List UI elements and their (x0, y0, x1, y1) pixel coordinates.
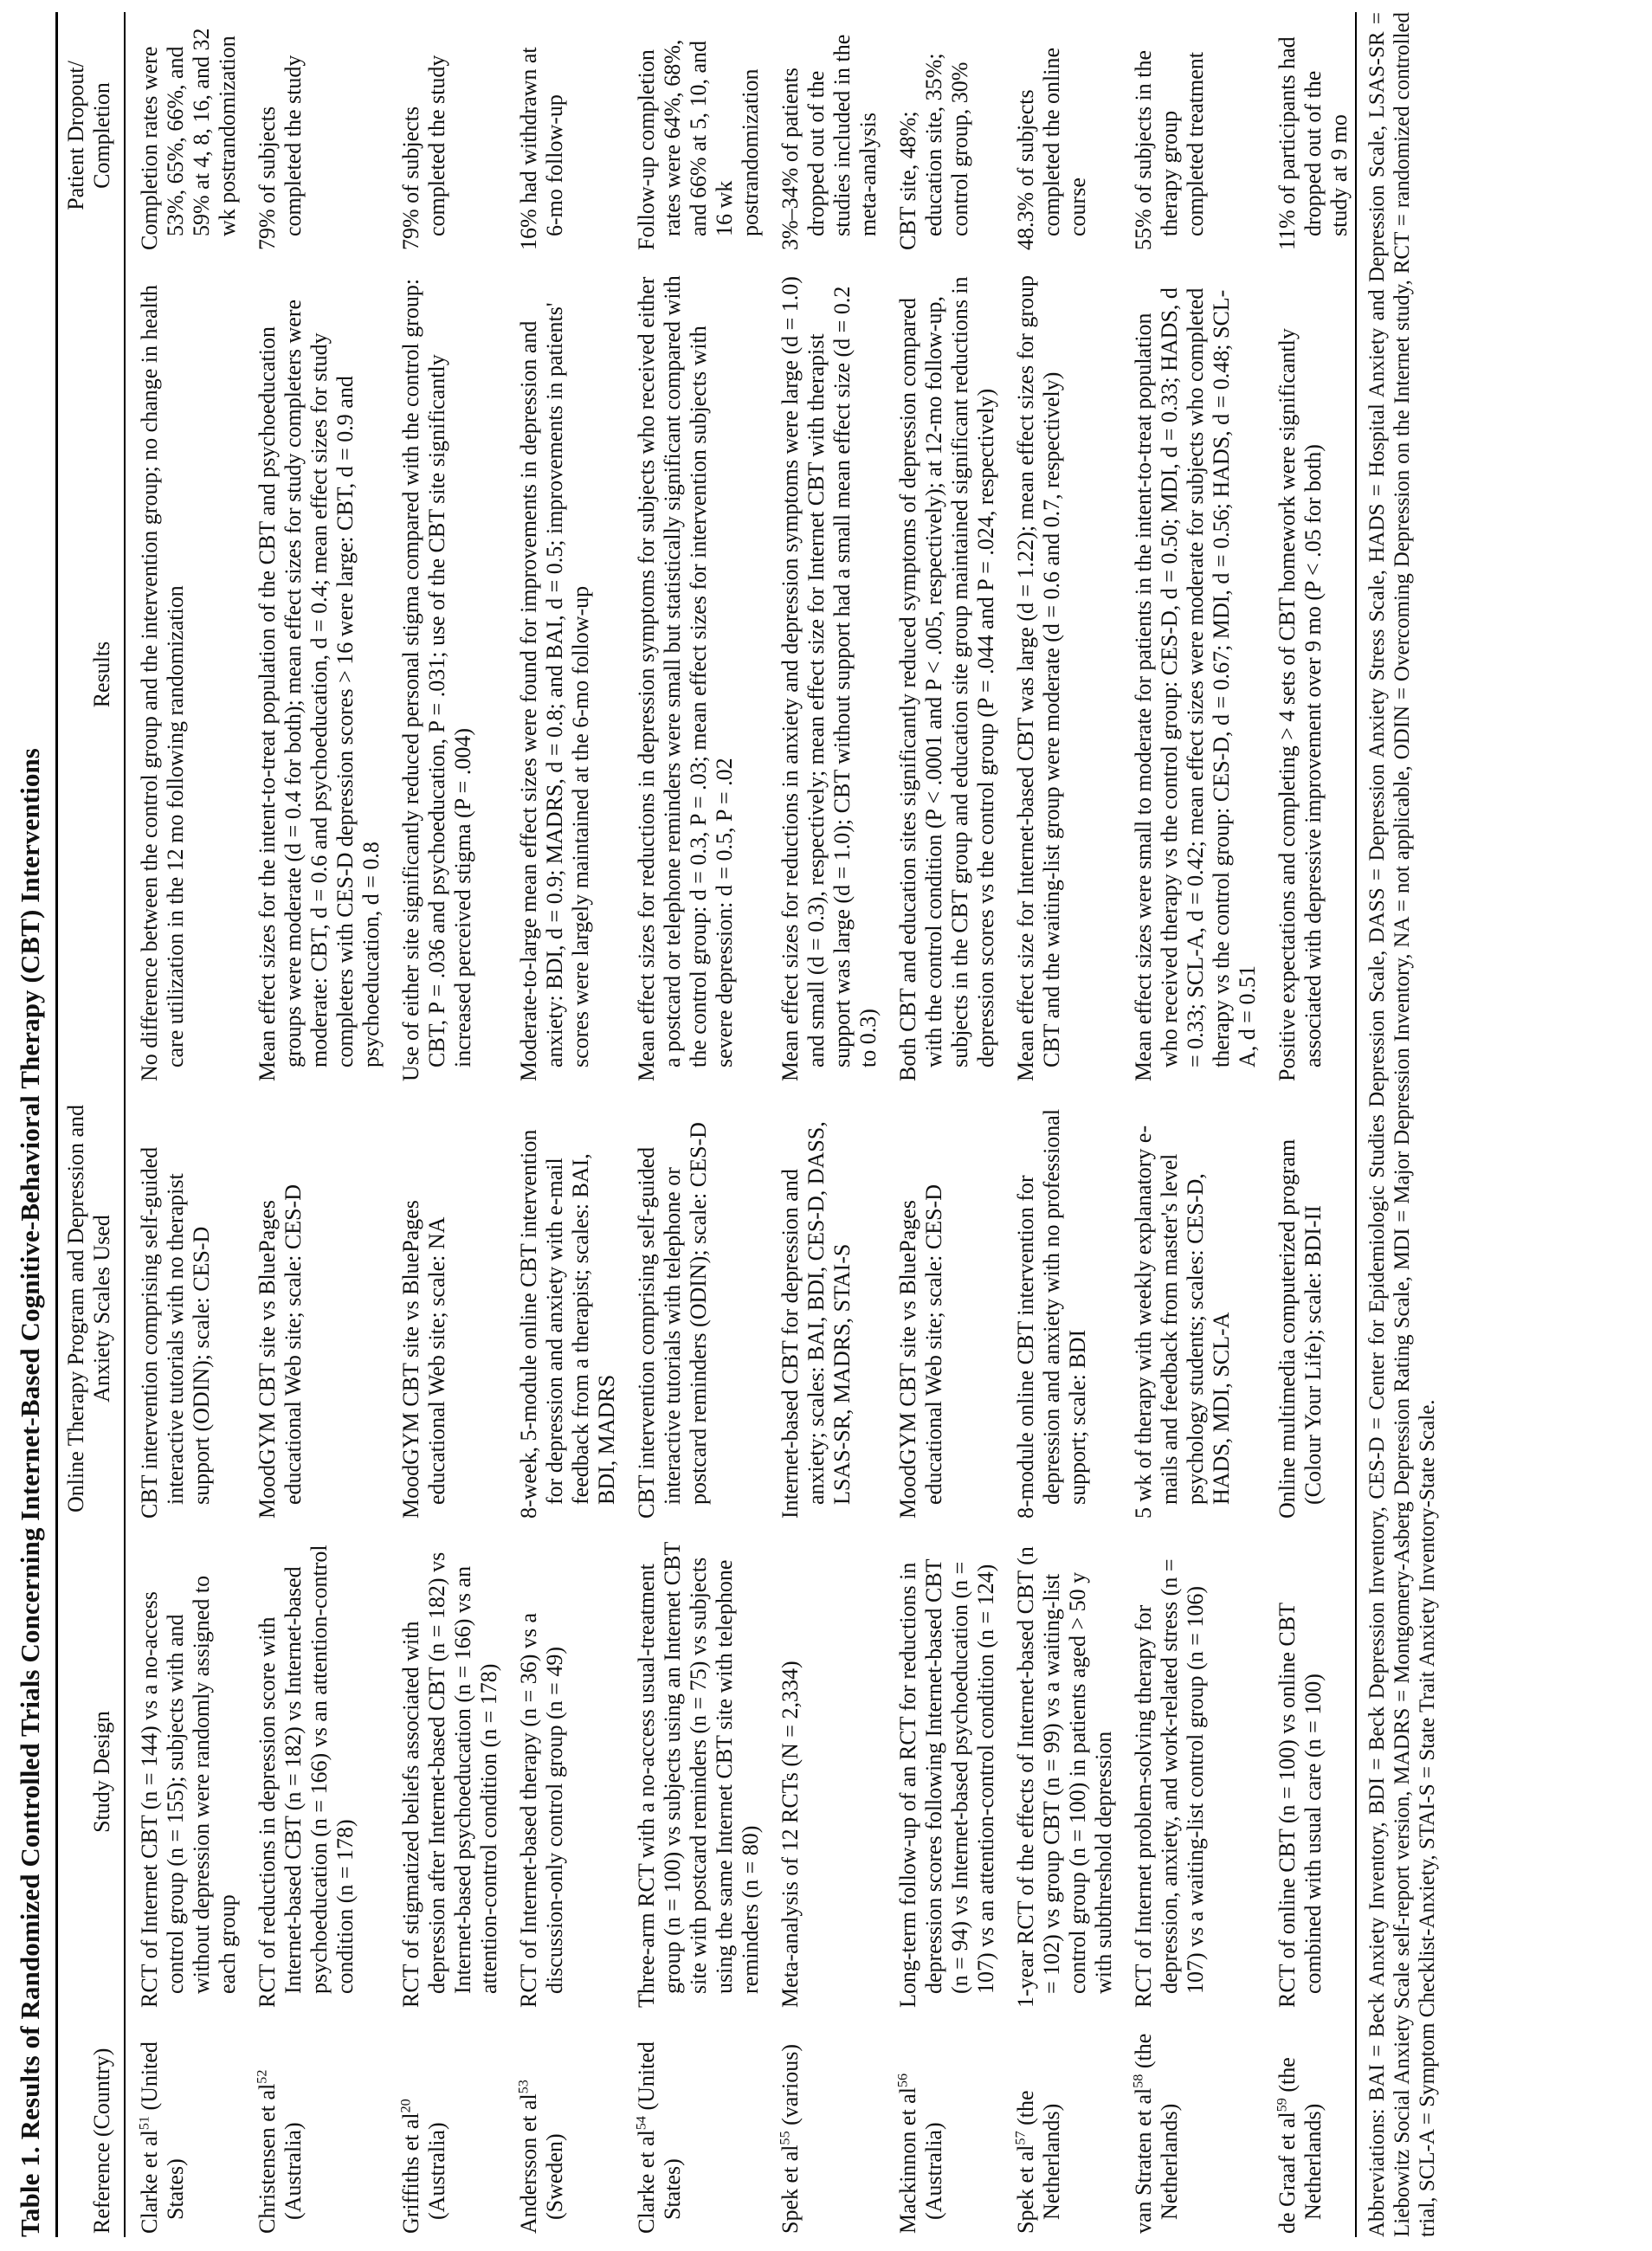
reference-author: Spek et al (1013, 2145, 1038, 2234)
cell-dropout: Follow-up completion rates were 64%, 68%, and 66% at 5, 10, and 16 wk postrandomization (634, 39, 763, 250)
reference-citation-number: 56 (895, 2073, 911, 2088)
table-row (884, 12, 1002, 2237)
reference-author: Mackinnon et al (895, 2087, 920, 2234)
cell-study-design: RCT of Internet-based therapy (n = 36) vs a discussion-only control group (n = 49) (516, 1612, 567, 2008)
cell-study-design: Meta-analysis of 12 RCTs (N = 2,334) (778, 1661, 803, 2008)
cell-dropout: 11% of participants had dropped out of the study at 9 mo (1274, 36, 1352, 250)
reference-country: (Australia) (424, 2122, 449, 2220)
cell-online-program: Internet-based CBT for depression and anxiety; scales: BAI, BDI, CES-D, DASS, LSAS-SR, MADRS, STAI-S (778, 1121, 855, 1519)
table-row (623, 12, 766, 2237)
cell-dropout: Completion rates were 53%, 65%, 66%, and 59% at 4, 8, 16, and 32 wk postrandomization (137, 28, 240, 250)
reference-citation-number: 54 (634, 2116, 649, 2131)
cell-reference (387, 2016, 505, 2237)
table-row (505, 12, 623, 2237)
cell-dropout: 79% of subjects completed the study (398, 55, 449, 250)
cell-reference (1002, 2016, 1120, 2237)
reference-citation-number: 51 (137, 2116, 152, 2131)
cell-online-program: 8-week, 5-module online CBT intervention for depression and anxiety with e-mail feedback from a therapist; scales: BAI, BDI, MADRS (516, 1129, 619, 1519)
reference-country: (the Netherlands) (1131, 2033, 1182, 2220)
table-row (1120, 12, 1263, 2237)
abbreviations-footnote: Abbreviations: BAI = Beck Anxiety Inventory, BDI = Beck Depression Inventory, CES-D = Center for Epidemiologic Studies Depression Scale, DASS = Depression Anxiety Stress Scale, HADS = Hospital Anxiety and Depression Scale, LSAS-SR = Liebowitz Social Anxiety Scale self-report version, MADRS = Montgomery-Asberg Depression Rating Scale, MDI = Major Depression Inventory, NA = not applicable, ODIN = Overcoming Depression on the Internet study, RCT = randomized controlled trial, SCL-A = Symptom Checklist-Anxiety, STAI-S = State Trait Anxiety Inventory-State Scale. (1365, 12, 1439, 2237)
column-header-dropout: Patient Dropout/ Completion (57, 12, 126, 259)
reference-citation-number: 58 (1131, 2074, 1146, 2088)
cell-results: Use of either site significantly reduced personal stigma compared with the control group: CBT, P = .036 and psychoeducation, P = .031; use of the CBT site significantly increased perceived stigma (P = .004) (398, 278, 475, 1081)
reference-country: (the Netherlands) (1274, 2057, 1326, 2220)
table-row (766, 12, 884, 2237)
reference-author: Griffiths et al (398, 2112, 423, 2234)
reference-author: de Graaf et al (1274, 2112, 1300, 2234)
cell-dropout: CBT site, 48%; education site, 35%; control group, 30% (895, 53, 972, 250)
column-header-reference: Reference (Country) (57, 2016, 126, 2237)
reference-author: Christensen et al (255, 2083, 280, 2234)
reference-country: (the Netherlands) (1013, 2090, 1064, 2220)
column-header-study-design: Study Design (57, 1527, 126, 2016)
column-header-results: Results (57, 259, 126, 1090)
table-body (125, 12, 1356, 2237)
cell-results: No difference between the control group and the intervention group; no change in health care utilization in the 12 mo following randomization (137, 284, 188, 1081)
cell-results: Both CBT and education sites significantly reduced symptoms of depression compared with the control condition (P < .0001 and P < .005, respectively); at 12-mo follow-up, subjects in the CBT group and education site group maintained significant reductions in depression scores vs the control group (P = .044 and P = .024, respectively) (895, 276, 998, 1081)
cell-study-design: RCT of Internet problem-solving therapy for depression, anxiety, and work-related stress (n = 107) vs a waiting-list control group (n = 106) (1131, 1558, 1208, 2008)
cell-dropout: 3%–34% of patients dropped out of the studies included in the meta-analysis (778, 34, 881, 250)
table-title: Table 1. Results of Randomized Controlled Trials Concerning Internet-Based Cognitive-Behavioral Therapy (CBT) Interventions (15, 748, 45, 2237)
reference-citation-number: 52 (255, 2069, 270, 2084)
reference-citation-number: 57 (1013, 2131, 1029, 2145)
cell-online-program: Online multimedia computerized program (Colour Your Life); scale: BDI-II (1274, 1138, 1326, 1519)
cell-study-design: RCT of online CBT (n = 100) vs online CBT combined with usual care (n = 100) (1274, 1603, 1326, 2008)
cell-results: Mean effect sizes were small to moderate for patients in the intent-to-treat population who received therapy vs the control group: CES-D, d = 0.50; MDI, d = 0.33; HADS, d = 0.33; SCL-A, d = 0.42; mean effect sizes were moderate for subjects who completed therapy vs the control group: CES-D, d = 0.67; MDI, d = 0.56; HADS, d = 0.48; SCL-A, d = 0.51 (1131, 287, 1260, 1081)
cell-online-program: 5 wk of therapy with weekly explanatory e-mails and feedback from master's level psychology students; scales: CES-D, HADS, MDI, SCL-A (1131, 1125, 1234, 1519)
cell-reference (766, 2016, 884, 2237)
cell-results: Mean effect sizes for the intent-to-treat population of the CBT and psychoeducation groups were moderate (d = 0.4 for both); mean effect sizes for study completers were moderate: CBT, d = 0.6 and psychoeducation, d = 0.4; mean effect sizes for study completers with CES-D depression scores > 16 were large: CBT, d = 0.9 and psychoeducation, d = 0.8 (255, 299, 384, 1081)
reference-citation-number: 53 (516, 2080, 532, 2094)
cell-online-program: CBT intervention comprising self-guided interactive tutorials with telephone or postcard reminders (ODIN); scale: CES-D (634, 1122, 711, 1519)
cell-study-design: Long-term follow-up of an RCT for reductions in depression scores following Internet-based CBT (n = 94) vs Internet-based psychoeducation (n = 107) vs an attention-control condition (n = 124) (895, 1558, 998, 2008)
cell-results: Mean effect size for Internet-based CBT was large (d = 1.22); mean effect sizes for group CBT and the waiting-list group were moderate (d = 0.6 and 0.7, respectively) (1013, 274, 1064, 1081)
reference-country: (Sweden) (542, 2133, 567, 2220)
table-row (1263, 12, 1356, 2237)
cell-reference (623, 2016, 766, 2237)
reference-country: (Australia) (281, 2122, 306, 2220)
table-row (125, 12, 243, 2237)
cell-study-design: 1-year RCT of the effects of Internet-based CBT (n = 102) vs group CBT (n = 99) vs a waiting-list control group (n = 100) in patients aged > 50 y with subthreshold depression (1013, 1546, 1116, 2008)
cell-reference (125, 2016, 243, 2237)
reference-author: Spek et al (778, 2145, 803, 2234)
table-row (1002, 12, 1120, 2237)
cell-dropout: 16% had withdrawn at 6-mo follow-up (516, 47, 567, 250)
cell-online-program: 8-module online CBT intervention for depression and anxiety with no professional support; scale: BDI (1013, 1108, 1090, 1519)
cell-results: Positive expectations and completing > 4 sets of CBT homework were significantly associated with depressive improvement over 9 mo (P < .05 for both) (1274, 328, 1326, 1081)
cell-study-design: RCT of Internet CBT (n = 144) vs a no-access control group (n = 155); subjects with and without depression were randomly assigned to each group (137, 1575, 240, 2008)
cell-results: Mean effect sizes for reductions in anxiety and depression symptoms were large (d = 1.0) and small (d = 0.3), respectively; mean effect size for Internet CBT with therapist support was large (d = 1.0); CBT without support had a small mean effect size (d = 0.2 to 0.3) (778, 276, 881, 1081)
cell-results: Moderate-to-large mean effect sizes were found for improvements in depression and anxiety: BDI, d = 0.9; MADRS, d = 0.8; and BAI, d = 0.5; improvements in patients' scores were largely maintained at the 6-mo follow-up (516, 302, 593, 1081)
cell-study-design: Three-arm RCT with a no-access usual-treatment group (n = 100) vs subjects using an Internet CBT site with postcard reminders (n = 75) vs subjects using the same Internet CBT site with telephone reminders (n = 80) (634, 1542, 763, 2008)
cell-reference (243, 2016, 387, 2237)
cell-online-program: MoodGYM CBT site vs BluePages educational Web site; scale: NA (398, 1200, 449, 1519)
results-table (55, 12, 1357, 2237)
cell-reference (884, 2016, 1002, 2237)
reference-author: Andersson et al (516, 2093, 541, 2234)
table-row (387, 12, 505, 2237)
cell-online-program: MoodGYM CBT site vs BluePages educational Web site; scale: CES-D (895, 1184, 946, 1519)
reference-author: van Straten et al (1131, 2087, 1156, 2234)
cell-dropout: 48.3% of subjects completed the online course (1013, 47, 1090, 250)
table-row (243, 12, 387, 2237)
column-header-online-program: Online Therapy Program and Depression and Anxiety Scales Used (57, 1090, 126, 1527)
cell-study-design: RCT of stigmatized beliefs associated with depression after Internet-based CBT (n = 182) vs Internet-based psychoeducation (n = 166) vs an attention-control condition (n = 178) (398, 1551, 501, 2008)
cell-online-program: CBT intervention comprising self-guided interactive tutorials with no therapist support (ODIN); scale: CES-D (137, 1146, 214, 1519)
reference-citation-number: 59 (1274, 2098, 1290, 2112)
reference-country: (various) (778, 2044, 803, 2125)
cell-reference (1263, 2016, 1356, 2237)
reference-author: Clarke et al (137, 2130, 162, 2234)
cell-results: Mean effect sizes for reductions in depression symptoms for subjects who received either a postcard or telephone reminders were small but statistically significant compared with the control group: d = 0.3, P = .03; mean effect sizes for intervention subjects with severe depression: d = 0.5, P = .02 (634, 275, 737, 1081)
reference-country: (Australia) (921, 2122, 946, 2220)
reference-citation-number: 20 (398, 2099, 414, 2113)
cell-dropout: 55% of subjects in the therapy group completed treatment (1131, 49, 1208, 250)
reference-country: (United States) (634, 2041, 685, 2220)
cell-reference (505, 2016, 623, 2237)
reference-citation-number: 55 (778, 2131, 793, 2145)
cell-study-design: RCT of reductions in depression score with Internet-based CBT (n = 182) vs Internet-based psychoeducation (n = 166) vs an attention-control condition (n = 178) (255, 1545, 358, 2008)
reference-country: (United States) (137, 2041, 188, 2220)
table-header-row (57, 12, 126, 2237)
cell-reference (1120, 2016, 1263, 2237)
reference-author: Clarke et al (634, 2130, 659, 2234)
cell-dropout: 79% of subjects completed the study (255, 55, 306, 250)
cell-online-program: MoodGYM CBT site vs BluePages educational Web site; scale: CES-D (255, 1184, 306, 1519)
